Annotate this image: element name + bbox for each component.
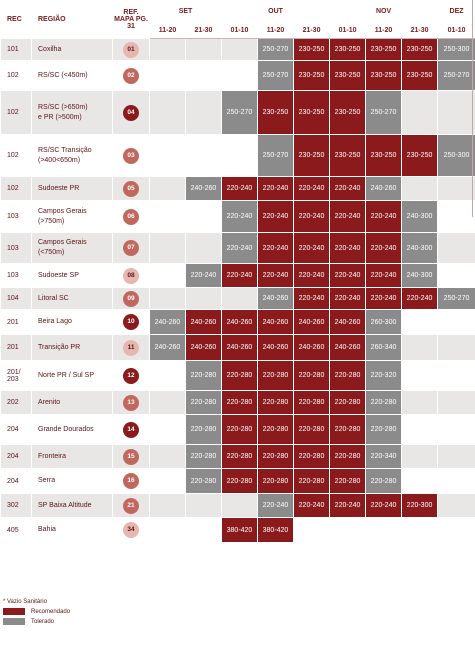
recommended-cell: 230-250 xyxy=(366,135,402,177)
rec-code: 201/ 203 xyxy=(1,361,32,391)
recommended-cell: 220-240 xyxy=(330,288,366,310)
table-row xyxy=(1,335,475,361)
recommended-cell: 220-240 xyxy=(366,494,402,518)
rec-code: 102 xyxy=(1,91,32,135)
recommended-cell: 240-260 xyxy=(294,335,330,361)
header-period: 01-10 xyxy=(222,22,258,39)
recommended-cell: 380-420 xyxy=(222,518,258,543)
empty-cell xyxy=(438,335,475,361)
table-row xyxy=(1,469,475,494)
tolerated-cell: 240-260 xyxy=(186,177,222,201)
region-name: Sudoeste SP xyxy=(32,264,113,288)
empty-cell xyxy=(222,135,258,177)
map-number-badge: 08 xyxy=(123,268,139,284)
recommended-cell: 220-240 xyxy=(258,233,294,264)
recommended-cell: 220-240 xyxy=(294,201,330,233)
recommended-cell: 230-250 xyxy=(330,39,366,61)
recommended-cell: 220-240 xyxy=(366,288,402,310)
rec-code: 202 xyxy=(1,391,32,415)
recommended-cell: 220-280 xyxy=(258,469,294,494)
empty-cell xyxy=(222,61,258,91)
tolerated-cell: 220-240 xyxy=(222,233,258,264)
legend-swatch-recommended xyxy=(3,608,25,615)
recommended-cell: 230-250 xyxy=(330,135,366,177)
tolerated-cell: 250-270 xyxy=(222,91,258,135)
empty-cell xyxy=(150,361,186,391)
recommended-cell: 220-300 xyxy=(402,494,438,518)
empty-cell xyxy=(438,415,475,445)
map-number-badge: 04 xyxy=(123,105,139,121)
table-row xyxy=(1,264,475,288)
region-name: Coxilha xyxy=(32,39,113,61)
region-name: Norte PR / Sul SP xyxy=(32,361,113,391)
table-row xyxy=(1,518,475,543)
empty-cell xyxy=(186,518,222,543)
header-month-set: SET xyxy=(150,1,222,22)
tolerated-cell: 220-340 xyxy=(366,445,402,469)
tolerated-cell: 250-270 xyxy=(438,61,475,91)
recommended-cell: 240-260 xyxy=(330,335,366,361)
recommended-cell: 220-240 xyxy=(366,201,402,233)
legend-swatch-tolerated xyxy=(3,618,25,625)
recommended-cell: 220-240 xyxy=(330,201,366,233)
map-reference xyxy=(113,233,150,264)
recommended-cell: 220-240 xyxy=(330,494,366,518)
tolerated-cell: 250-270 xyxy=(258,61,294,91)
empty-cell xyxy=(150,469,186,494)
map-reference xyxy=(113,264,150,288)
tolerated-cell: 220-280 xyxy=(366,391,402,415)
tolerated-cell: 250-270 xyxy=(258,135,294,177)
header-period: 11-20 xyxy=(258,22,294,39)
table-row xyxy=(1,135,475,177)
tolerated-cell: 240-300 xyxy=(402,264,438,288)
empty-cell xyxy=(438,264,475,288)
map-reference xyxy=(113,445,150,469)
recommended-cell: 230-250 xyxy=(294,91,330,135)
header-period: 01-10 xyxy=(438,22,475,39)
recommended-cell: 220-280 xyxy=(294,391,330,415)
map-reference xyxy=(113,61,150,91)
recommended-cell: 220-240 xyxy=(294,233,330,264)
empty-cell xyxy=(438,310,475,335)
empty-cell xyxy=(186,288,222,310)
recommended-cell: 220-240 xyxy=(258,201,294,233)
empty-cell xyxy=(150,415,186,445)
empty-cell xyxy=(438,201,475,233)
tolerated-cell: 250-300 xyxy=(438,135,475,177)
empty-cell xyxy=(186,201,222,233)
empty-cell xyxy=(438,391,475,415)
map-reference xyxy=(113,494,150,518)
map-number-badge: 12 xyxy=(123,368,139,384)
recommended-cell: 240-260 xyxy=(294,310,330,335)
empty-cell xyxy=(186,39,222,61)
recommended-cell: 220-280 xyxy=(330,469,366,494)
header-regiao: REGIÃO xyxy=(32,1,113,39)
recommended-cell: 220-240 xyxy=(330,233,366,264)
divider-line xyxy=(472,0,473,217)
empty-cell xyxy=(438,445,475,469)
empty-cell xyxy=(222,494,258,518)
map-number-badge: 14 xyxy=(123,422,139,438)
recommended-cell: 230-250 xyxy=(366,61,402,91)
empty-cell xyxy=(402,310,438,335)
tolerated-cell: 250-270 xyxy=(438,288,475,310)
tolerated-cell: 240-260 xyxy=(258,288,294,310)
region-name: Litoral SC xyxy=(32,288,113,310)
recommended-cell: 230-250 xyxy=(294,61,330,91)
map-reference xyxy=(113,469,150,494)
map-number-badge: 21 xyxy=(123,498,139,514)
tolerated-cell: 220-280 xyxy=(186,415,222,445)
tolerated-cell: 220-240 xyxy=(222,201,258,233)
recommended-cell: 220-240 xyxy=(294,288,330,310)
recommended-cell: 230-250 xyxy=(402,135,438,177)
recommended-cell: 220-280 xyxy=(222,391,258,415)
rec-code: 101 xyxy=(1,39,32,61)
map-reference xyxy=(113,135,150,177)
tolerated-cell: 240-300 xyxy=(402,201,438,233)
empty-cell xyxy=(186,233,222,264)
map-reference xyxy=(113,335,150,361)
empty-cell xyxy=(402,361,438,391)
rec-code: 201 xyxy=(1,335,32,361)
legend-label-tolerated: Tolerado xyxy=(31,618,55,625)
legend xyxy=(3,599,70,625)
map-reference xyxy=(113,201,150,233)
recommended-cell: 220-280 xyxy=(258,415,294,445)
empty-cell xyxy=(222,39,258,61)
tolerated-cell: 220-280 xyxy=(186,469,222,494)
recommended-cell: 220-240 xyxy=(330,264,366,288)
recommended-cell: 230-250 xyxy=(258,91,294,135)
recommended-cell: 220-280 xyxy=(222,361,258,391)
table-row xyxy=(1,288,475,310)
header-period: 21-30 xyxy=(294,22,330,39)
recommended-cell: 240-260 xyxy=(258,310,294,335)
tolerated-cell: 220-240 xyxy=(258,494,294,518)
map-reference xyxy=(113,391,150,415)
empty-cell xyxy=(150,288,186,310)
recommended-cell: 220-280 xyxy=(330,391,366,415)
empty-cell xyxy=(186,61,222,91)
recommended-cell: 220-240 xyxy=(222,264,258,288)
region-name: Campos Gerais (>750m) xyxy=(32,201,113,233)
empty-cell xyxy=(438,361,475,391)
header-period: 11-20 xyxy=(150,22,186,39)
region-name: RS/SC (>650m) e PR (>500m) xyxy=(32,91,113,135)
recommended-cell: 220-280 xyxy=(258,445,294,469)
empty-cell xyxy=(438,233,475,264)
region-name: Sudoeste PR xyxy=(32,177,113,201)
header-period: 21-30 xyxy=(186,22,222,39)
recommended-cell: 220-280 xyxy=(294,469,330,494)
header-period: 11-20 xyxy=(366,22,402,39)
recommended-cell: 220-240 xyxy=(294,264,330,288)
map-reference xyxy=(113,310,150,335)
empty-cell xyxy=(150,91,186,135)
empty-cell xyxy=(150,494,186,518)
recommended-cell: 220-240 xyxy=(294,494,330,518)
region-name: Campos Gerais (<750m) xyxy=(32,233,113,264)
legend-label-recommended: Recomendado xyxy=(31,608,71,615)
region-name: Arenito xyxy=(32,391,113,415)
empty-cell xyxy=(150,177,186,201)
empty-cell xyxy=(402,445,438,469)
rec-code: 103 xyxy=(1,233,32,264)
recommended-cell: 220-240 xyxy=(222,177,258,201)
recommended-cell: 220-280 xyxy=(294,361,330,391)
header-month-dez: DEZ xyxy=(438,1,475,22)
tolerated-cell: 240-300 xyxy=(402,233,438,264)
table-body xyxy=(1,39,475,543)
empty-cell xyxy=(186,91,222,135)
map-number-badge: 16 xyxy=(123,473,139,489)
rec-code: 102 xyxy=(1,177,32,201)
recommended-cell: 230-250 xyxy=(294,39,330,61)
recommended-cell: 230-250 xyxy=(402,39,438,61)
map-number-badge: 13 xyxy=(123,395,139,411)
recommended-cell: 230-250 xyxy=(402,61,438,91)
recommended-cell: 380-420 xyxy=(258,518,294,543)
empty-cell xyxy=(222,288,258,310)
region-name: Fronteira xyxy=(32,445,113,469)
empty-cell xyxy=(402,415,438,445)
table-row xyxy=(1,445,475,469)
rec-code: 201 xyxy=(1,310,32,335)
map-reference xyxy=(113,415,150,445)
recommended-cell: 240-260 xyxy=(330,310,366,335)
rec-code: 102 xyxy=(1,135,32,177)
recommended-cell: 220-280 xyxy=(258,361,294,391)
recommended-cell: 240-260 xyxy=(186,335,222,361)
tolerated-cell: 240-260 xyxy=(150,310,186,335)
empty-cell xyxy=(402,518,438,543)
map-number-badge: 01 xyxy=(123,42,139,58)
recommended-cell: 220-280 xyxy=(330,361,366,391)
table-row xyxy=(1,415,475,445)
empty-cell xyxy=(150,445,186,469)
map-number-badge: 05 xyxy=(123,181,139,197)
empty-cell xyxy=(402,391,438,415)
legend-note: * Vazio Sanitário xyxy=(3,599,47,605)
recommended-cell: 220-280 xyxy=(222,445,258,469)
empty-cell xyxy=(402,335,438,361)
rec-code: 204 xyxy=(1,445,32,469)
empty-cell xyxy=(402,469,438,494)
map-reference xyxy=(113,361,150,391)
recommended-cell: 220-280 xyxy=(258,391,294,415)
empty-cell xyxy=(150,39,186,61)
tolerated-cell: 250-270 xyxy=(258,39,294,61)
table-row xyxy=(1,310,475,335)
header-month-nov: NOV xyxy=(330,1,438,22)
map-number-badge: 10 xyxy=(123,314,139,330)
rec-code: 102 xyxy=(1,61,32,91)
tolerated-cell: 250-300 xyxy=(438,39,475,61)
empty-cell xyxy=(330,518,366,543)
empty-cell xyxy=(366,518,402,543)
empty-cell xyxy=(438,177,475,201)
legend-item-recommended xyxy=(3,608,70,615)
recommended-cell: 240-260 xyxy=(222,310,258,335)
header-month-out: OUT xyxy=(222,1,330,22)
tolerated-cell: 220-320 xyxy=(366,361,402,391)
rec-code: 204 xyxy=(1,469,32,494)
recommended-cell: 220-280 xyxy=(222,469,258,494)
table-row xyxy=(1,177,475,201)
rec-code: 103 xyxy=(1,201,32,233)
region-name: Serra xyxy=(32,469,113,494)
empty-cell xyxy=(150,264,186,288)
map-reference xyxy=(113,91,150,135)
region-name: Beira Lago xyxy=(32,310,113,335)
table-row xyxy=(1,39,475,61)
recommended-cell: 220-280 xyxy=(330,445,366,469)
recommended-cell: 240-260 xyxy=(222,335,258,361)
rec-code: 405 xyxy=(1,518,32,543)
map-number-badge: 11 xyxy=(123,340,139,356)
tolerated-cell: 220-280 xyxy=(186,391,222,415)
recommended-cell: 220-240 xyxy=(366,233,402,264)
table-row xyxy=(1,233,475,264)
region-name: Transição PR xyxy=(32,335,113,361)
recommended-cell: 220-240 xyxy=(294,177,330,201)
map-number-badge: 09 xyxy=(123,291,139,307)
recommended-cell: 230-250 xyxy=(330,91,366,135)
region-name: RS/SC (<450m) xyxy=(32,61,113,91)
recommended-cell: 230-250 xyxy=(330,61,366,91)
empty-cell xyxy=(438,518,475,543)
empty-cell xyxy=(402,91,438,135)
empty-cell xyxy=(150,135,186,177)
tolerated-cell: 220-280 xyxy=(366,415,402,445)
recommended-cell: 220-240 xyxy=(330,177,366,201)
empty-cell xyxy=(438,91,475,135)
table-row xyxy=(1,201,475,233)
region-name: RS/SC Transição (>400<650m) xyxy=(32,135,113,177)
recommended-cell: 220-280 xyxy=(330,415,366,445)
tolerated-cell: 240-260 xyxy=(366,177,402,201)
empty-cell xyxy=(150,233,186,264)
map-number-badge: 06 xyxy=(123,209,139,225)
empty-cell xyxy=(150,391,186,415)
recommended-cell: 220-240 xyxy=(258,264,294,288)
map-number-badge: 15 xyxy=(123,449,139,465)
recommended-cell: 220-280 xyxy=(294,445,330,469)
empty-cell xyxy=(186,135,222,177)
tolerated-cell: 250-270 xyxy=(366,91,402,135)
map-reference xyxy=(113,518,150,543)
map-reference xyxy=(113,39,150,61)
recommended-cell: 230-250 xyxy=(366,39,402,61)
recommended-cell: 220-280 xyxy=(294,415,330,445)
map-reference xyxy=(113,177,150,201)
recommended-cell: 240-260 xyxy=(186,310,222,335)
rec-code: 204 xyxy=(1,415,32,445)
header-rec: REC xyxy=(1,1,32,39)
empty-cell xyxy=(150,61,186,91)
region-name: Grande Dourados xyxy=(32,415,113,445)
rec-code: 104 xyxy=(1,288,32,310)
table-row xyxy=(1,361,475,391)
header-period: 21-30 xyxy=(402,22,438,39)
map-number-badge: 07 xyxy=(123,240,139,256)
tolerated-cell: 260-300 xyxy=(366,310,402,335)
map-number-badge: 02 xyxy=(123,68,139,84)
map-number-badge: 34 xyxy=(123,522,139,538)
tolerated-cell: 220-280 xyxy=(186,361,222,391)
tolerated-cell: 220-280 xyxy=(366,469,402,494)
table-row xyxy=(1,61,475,91)
table-row xyxy=(1,494,475,518)
table-row xyxy=(1,91,475,135)
recommended-cell: 230-250 xyxy=(294,135,330,177)
empty-cell xyxy=(402,177,438,201)
recommended-cell: 240-260 xyxy=(258,335,294,361)
tolerated-cell: 220-280 xyxy=(186,445,222,469)
empty-cell xyxy=(186,494,222,518)
legend-item-tolerated xyxy=(3,618,70,625)
empty-cell xyxy=(294,518,330,543)
recommended-cell: 220-240 xyxy=(402,288,438,310)
empty-cell xyxy=(150,518,186,543)
empty-cell xyxy=(150,201,186,233)
table-row xyxy=(1,391,475,415)
recommended-cell: 220-240 xyxy=(258,177,294,201)
empty-cell xyxy=(438,469,475,494)
rec-code: 103 xyxy=(1,264,32,288)
map-reference xyxy=(113,288,150,310)
recommended-cell: 220-280 xyxy=(222,415,258,445)
header-period: 01-10 xyxy=(330,22,366,39)
tolerated-cell: 240-260 xyxy=(150,335,186,361)
rec-code: 302 xyxy=(1,494,32,518)
empty-cell xyxy=(438,494,475,518)
tolerated-cell: 220-240 xyxy=(186,264,222,288)
region-name: SP Baixa Altitude xyxy=(32,494,113,518)
map-number-badge: 03 xyxy=(123,148,139,164)
recommended-cell: 220-240 xyxy=(366,264,402,288)
region-name: Bahia xyxy=(32,518,113,543)
header-ref-mapa: REF. MAPA PG. 31 xyxy=(113,1,150,39)
tolerated-cell: 260-340 xyxy=(366,335,402,361)
